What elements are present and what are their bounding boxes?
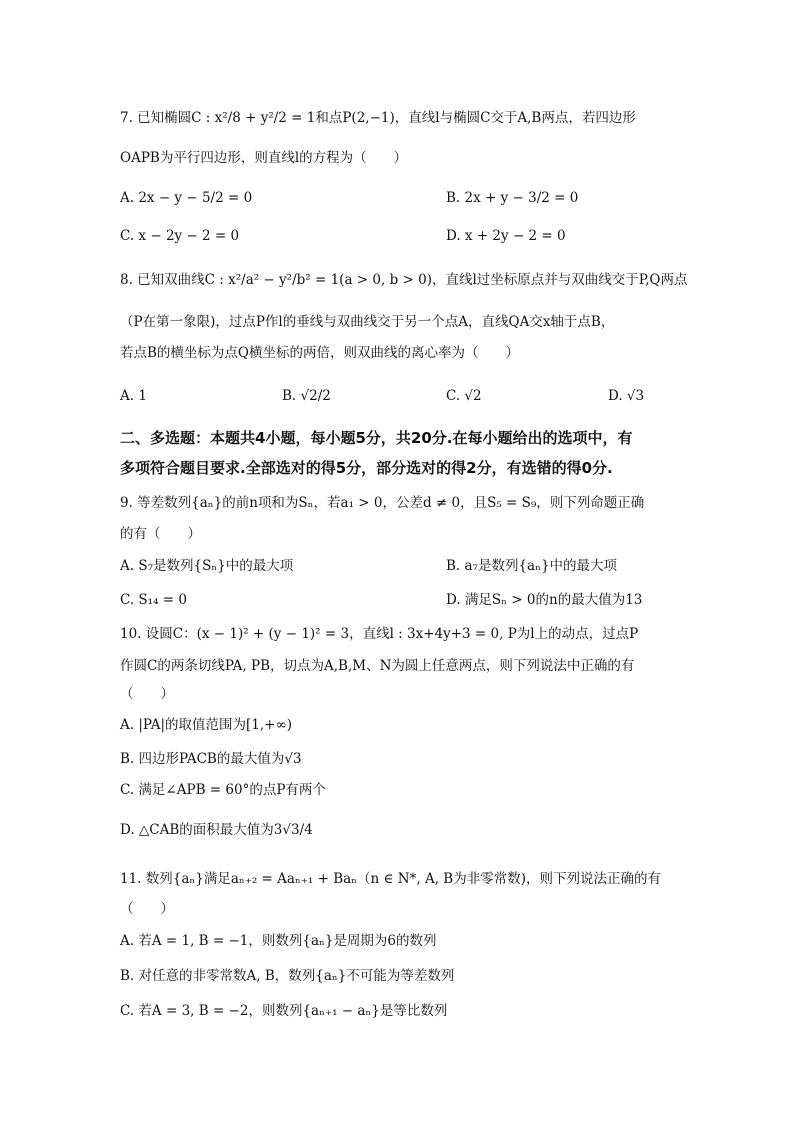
q9-option-d: D. 满足Sₙ > 0的n的最大值为13 — [446, 592, 643, 608]
q7-option-d: D. x + 2y − 2 = 0 — [446, 228, 566, 244]
q10-option-b: B. 四边形PACB的最大值为√3 — [120, 751, 302, 767]
q10-option-a: A. |PA|的取值范围为[1,+∞) — [120, 717, 292, 733]
q10-stem-line2: 作圆C的两条切线PA, PB，切点为A,B,M、N为圆上任意两点，则下列说法中正确的有 — [120, 658, 635, 674]
q7-option-c: C. x − 2y − 2 = 0 — [120, 228, 240, 244]
q10-option-d: D. △CAB的面积最大值为3√3/4 — [120, 822, 313, 838]
q8-stem-line3: 若点B的横坐标为点Q横坐标的两倍，则双曲线的离心率为（ ） — [120, 345, 519, 361]
q10-option-c: C. 满足∠APB = 60°的点P有两个 — [120, 782, 326, 798]
q8-stem-line1: 8. 已知双曲线C : x²/a² − y²/b² = 1(a > 0, b > 0)，直线l过坐标原点并与双曲线交于P,Q两点 — [120, 272, 688, 288]
q10-stem-line3: （ ） — [120, 686, 174, 702]
q9-option-c: C. S₁₄ = 0 — [120, 592, 187, 608]
q9-option-b: B. a₇是数列{aₙ}中的最大项 — [446, 558, 618, 574]
section-heading-line2: 多项符合题目要求.全部选对的得5分，部分选对的得2分，有选错的得0分. — [120, 459, 613, 477]
q9-option-a: A. S₇是数列{Sₙ}中的最大项 — [120, 558, 294, 574]
q10-stem-line1: 10. 设圆C：(x − 1)² + (y − 1)² = 3，直线l : 3x+4y+3 = 0, P为l上的动点，过点P — [120, 626, 639, 642]
q11-option-b: B. 对任意的非零常数A, B，数列{aₙ}不可能为等差数列 — [120, 968, 455, 984]
q8-option-d: D. √3 — [608, 388, 645, 404]
q11-option-a: A. 若A = 1, B = −1，则数列{aₙ}是周期为6的数列 — [120, 933, 437, 949]
q7-stem-line2: OAPB为平行四边形，则直线l的方程为（ ） — [120, 150, 408, 166]
q7-option-a: A. 2x − y − 5/2 = 0 — [120, 190, 253, 206]
q9-stem-line2: 的有（ ） — [120, 526, 201, 542]
q7-stem-line1: 7. 已知椭圆C : x²/8 + y²/2 = 1和点P(2,−1)，直线l与椭圆C交于A,B两点，若四边形 — [120, 110, 636, 126]
q8-option-c: C. √2 — [446, 388, 482, 404]
q8-option-b: B. √2/2 — [282, 388, 331, 404]
section-heading-line1: 二、多选题：本题共4小题，每小题5分，共20分.在每小题给出的选项中，有 — [120, 429, 633, 447]
q7-option-b: B. 2x + y − 3/2 = 0 — [446, 190, 579, 206]
q9-stem-line1: 9. 等差数列{aₙ}的前n项和为Sₙ，若a₁ > 0，公差d ≠ 0，且S₅ = S₉，则下列命题正确 — [120, 495, 645, 511]
q11-stem-line2: （ ） — [120, 901, 174, 917]
q8-option-a: A. 1 — [120, 388, 147, 404]
q11-option-c: C. 若A = 3, B = −2，则数列{aₙ₊₁ − aₙ}是等比数列 — [120, 1003, 448, 1019]
q11-stem-line1: 11. 数列{aₙ}满足aₙ₊₂ = Aaₙ₊₁ + Baₙ（n ∈ N*, A, B为非零常数)，则下列说法正确的有 — [120, 871, 661, 887]
q8-stem-line2: （P在第一象限)，过点P作l的垂线与双曲线交于另一个点A，直线QA交x轴于点B， — [120, 314, 615, 330]
